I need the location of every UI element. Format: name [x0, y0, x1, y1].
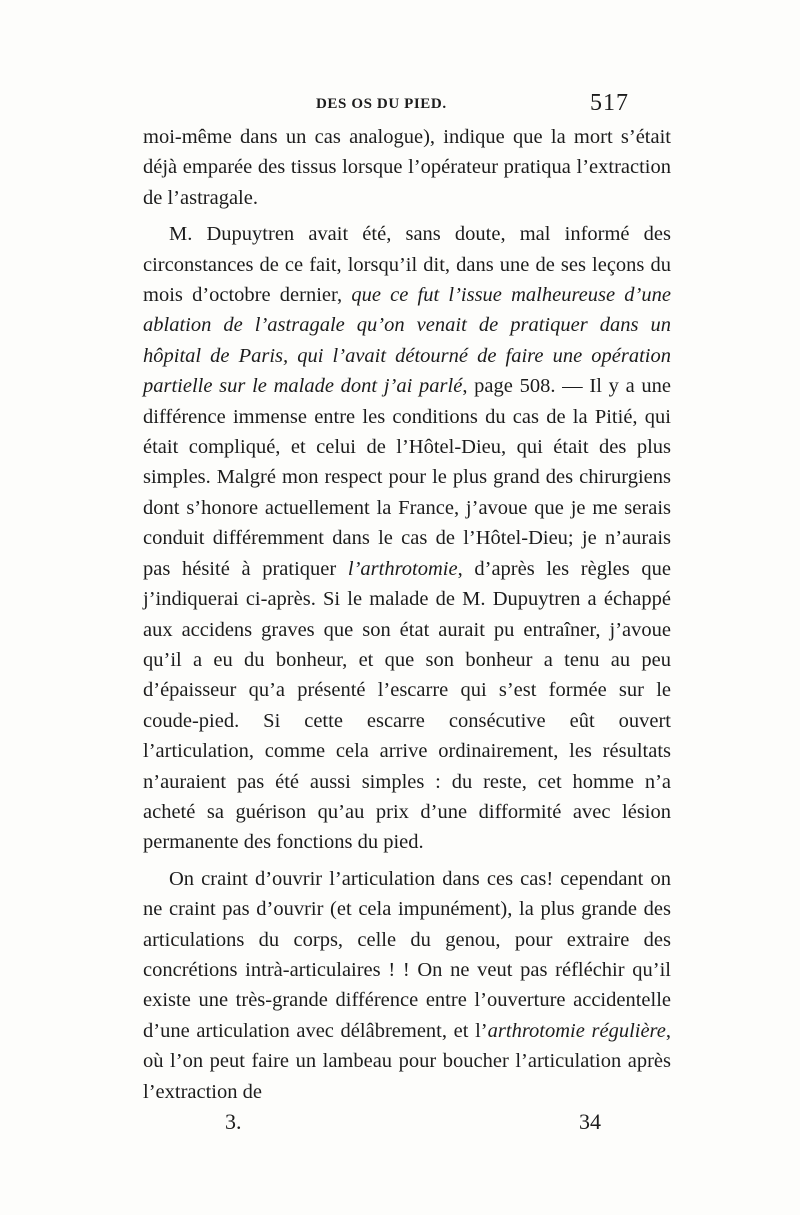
paragraph-dupuytren — [143, 219, 671, 858]
page-header — [143, 92, 671, 118]
paragraph-articulation — [143, 864, 671, 1107]
sheet-number: 34 — [579, 1109, 601, 1134]
page-footer — [143, 1109, 671, 1139]
body-text — [143, 122, 671, 1107]
italic-term: arthrotomie régulière — [487, 1019, 666, 1042]
paragraph-continuation — [143, 122, 671, 213]
text-run: , où l’on peut faire un lambeau pour boucher l’articulation après l’extraction de — [143, 1019, 671, 1103]
running-title: DES OS DU PIED. — [316, 96, 447, 112]
italic-term: l’arthrotomie — [347, 557, 458, 580]
text-run: , d’après les règles que j’indiquerai ci-après. Si le malade de M. Dupuytren a échappé aux accidens graves que son état aurait pu entraîner, j’avoue qu’il a eu du bonheur, et que son bonheur a tenu au peu d’épaisseur qu’a présenté l’escarre qui s’est formée sur le coude-pied. Si cette escarre consécutive eût ouvert l’articulation, comme cela arrive ordinairement, les résultats n’auraient pas été aussi simples : du reste, cet homme n’a acheté sa guérison qu’au prix d’une difformité avec lésion permanente des fonctions du pied. — [143, 557, 671, 854]
page-number: 517 — [590, 90, 629, 116]
book-page — [143, 92, 671, 1139]
signature-mark: 3. — [225, 1109, 242, 1134]
text-run: , page 508. — Il y a une différence immense entre les conditions du cas de la Pitié, qui était compliqué, et celui de l’Hôtel-Dieu, qui était des plus simples. Malgré mon respect pour le plus grand des chirurgiens dont s’honore actuellement la France, j’avoue que je me serais conduit différemment dans le cas de l’Hôtel-Dieu; je n’aurais pas hésité à pratiquer — [143, 375, 672, 580]
text-run: moi-même dans un cas analogue), indique que la mort s’était déjà emparée des tissus lorsque l’opérateur pratiqua l’extraction de l’astragale. — [143, 126, 671, 209]
text-run: On craint d’ouvrir l’articulation dans ces cas! cependant on ne craint pas d’ouvrir (et cela impunément), la plus grande des articulations du corps, celle du genou, pour extraire des concrétions intrà-articulaires ! ! On ne veut pas réfléchir qu’il existe une très-grande différence entre l’ouverture accidentelle d’une articulation avec délâbrement, et l’ — [143, 867, 671, 1042]
italic-quotation: que ce fut l’issue malheureuse d’une ablation de l’astragale qu’on venait de pratiquer dans un hôpital de Paris, qui l’avait détourné de faire une opération partielle sur le malade dont j’ai parlé — [143, 284, 671, 398]
text-run: M. Dupuytren avait été, sans doute, mal informé des circonstances de ce fait, lorsqu’il dit, dans une de ses leçons du mois d’octobre dernier, — [143, 223, 671, 307]
